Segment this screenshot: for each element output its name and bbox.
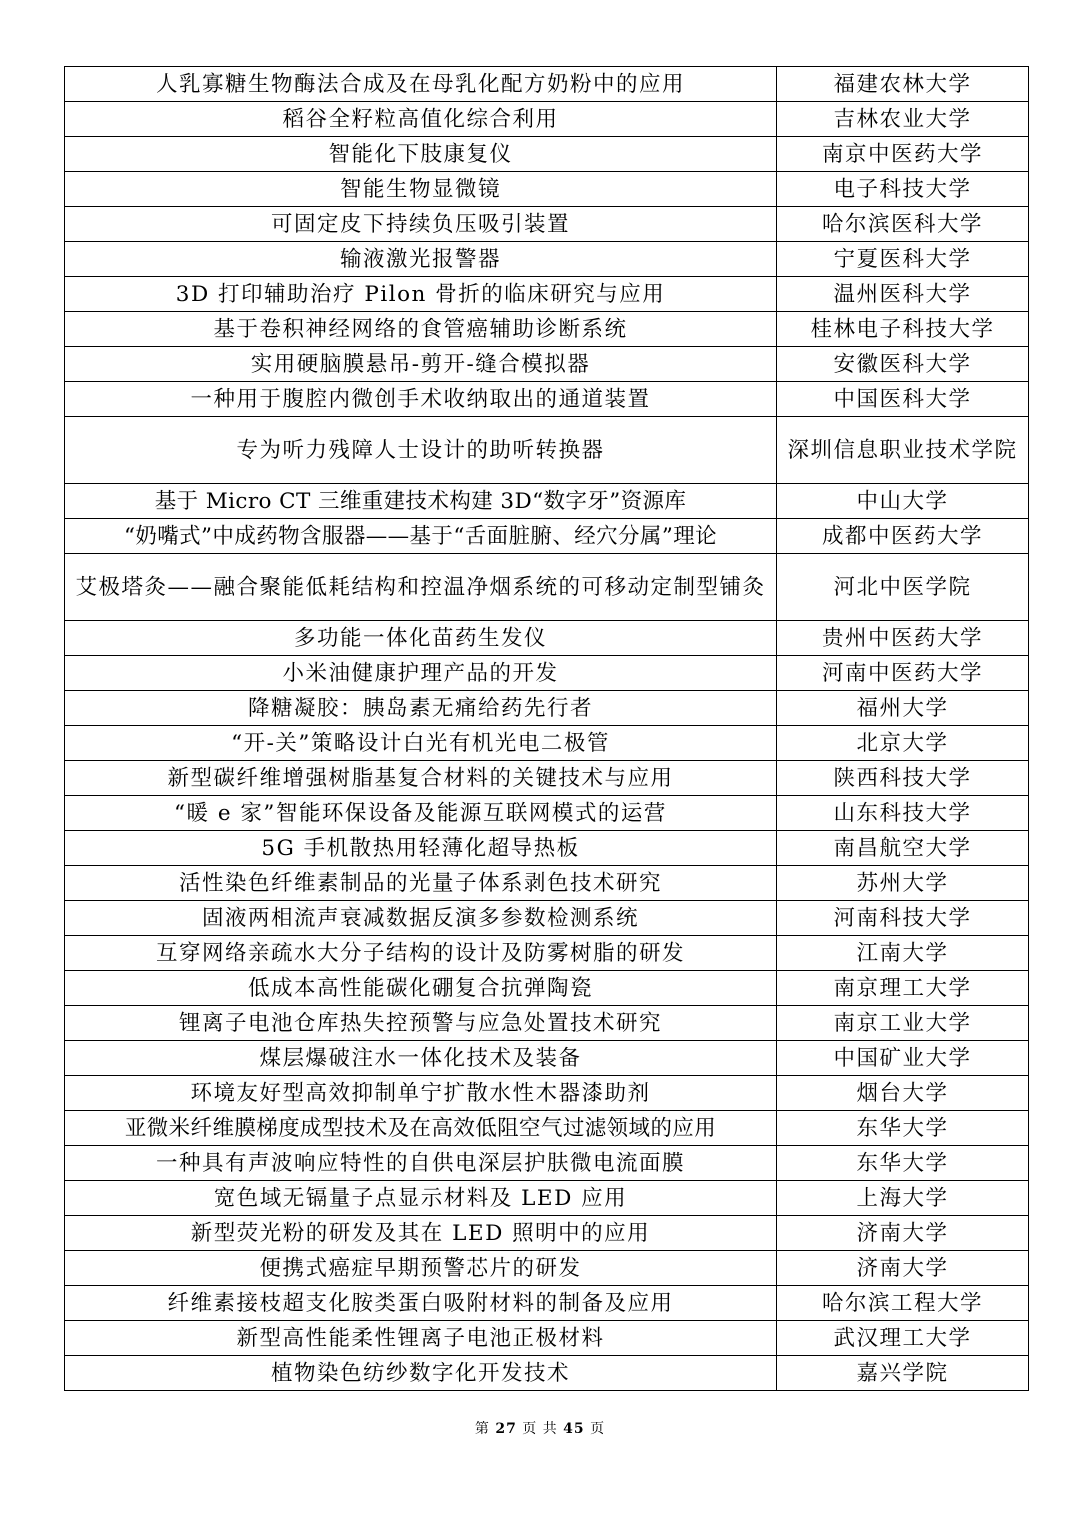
project-name-cell: “奶嘴式”中成药物含服器——基于“舌面脏腑、经穴分属”理论 [65,519,777,554]
project-name-cell: “开-关”策略设计白光有机光电二极管 [65,726,777,761]
school-cell: 河北中医学院 [777,554,1029,621]
project-name-cell: 输液激光报警器 [65,242,777,277]
table-row [65,277,1029,312]
school-cell: 南昌航空大学 [777,831,1029,866]
table-row [65,102,1029,137]
school-cell: 桂林电子科技大学 [777,312,1029,347]
project-name-cell: 低成本高性能碳化硼复合抗弹陶瓷 [65,971,777,1006]
table-row [65,1181,1029,1216]
school-cell: 安徽医科大学 [777,347,1029,382]
project-name-cell: 活性染色纤维素制品的光量子体系剥色技术研究 [65,866,777,901]
footer-middle: 页 共 [522,1421,558,1437]
project-name-cell: 基于卷积神经网络的食管癌辅助诊断系统 [65,312,777,347]
table-row [65,554,1029,621]
project-name-cell: 3D 打印辅助治疗 Pilon 骨折的临床研究与应用 [65,277,777,312]
project-name-cell: 新型碳纤维增强树脂基复合材料的关键技术与应用 [65,761,777,796]
footer-suffix: 页 [590,1421,606,1437]
table-row [65,936,1029,971]
table-row [65,1251,1029,1286]
school-cell: 深圳信息职业技术学院 [777,417,1029,484]
project-name-cell: 人乳寡糖生物酶法合成及在母乳化配方奶粉中的应用 [65,67,777,102]
school-cell: 温州医科大学 [777,277,1029,312]
school-cell: 南京中医药大学 [777,137,1029,172]
school-cell: 贵州中医药大学 [777,621,1029,656]
project-name-cell: 纤维素接枝超支化胺类蛋白吸附材料的制备及应用 [65,1286,777,1321]
table-row [65,484,1029,519]
school-cell: 吉林农业大学 [777,102,1029,137]
page-number: 27 [495,1421,517,1437]
table-row [65,1076,1029,1111]
table-row [65,866,1029,901]
table-row [65,1321,1029,1356]
project-name-cell: 便携式癌症早期预警芯片的研发 [65,1251,777,1286]
table-row [65,831,1029,866]
school-cell: 陕西科技大学 [777,761,1029,796]
school-cell: 电子科技大学 [777,172,1029,207]
school-cell: 河南中医药大学 [777,656,1029,691]
school-cell: 东华大学 [777,1146,1029,1181]
table-row [65,1041,1029,1076]
project-name-cell: 多功能一体化苗药生发仪 [65,621,777,656]
project-name-cell: 智能生物显微镜 [65,172,777,207]
total-pages: 45 [563,1421,585,1437]
table-row [65,347,1029,382]
project-name-cell: “暖 e 家”智能环保设备及能源互联网模式的运营 [65,796,777,831]
school-cell: 山东科技大学 [777,796,1029,831]
school-cell: 济南大学 [777,1251,1029,1286]
project-name-cell: 固液两相流声衰减数据反演多参数检测系统 [65,901,777,936]
table-row [65,519,1029,554]
table-row [65,1006,1029,1041]
school-cell: 中国矿业大学 [777,1041,1029,1076]
table-row [65,971,1029,1006]
school-cell: 中国医科大学 [777,382,1029,417]
project-name-cell: 专为听力残障人士设计的助听转换器 [65,417,777,484]
school-cell: 武汉理工大学 [777,1321,1029,1356]
project-name-cell: 实用硬脑膜悬吊-剪开-缝合模拟器 [65,347,777,382]
table-row [65,1216,1029,1251]
projects-table [64,66,1029,1391]
project-name-cell: 小米油健康护理产品的开发 [65,656,777,691]
table-row [65,207,1029,242]
school-cell: 苏州大学 [777,866,1029,901]
school-cell: 福建农林大学 [777,67,1029,102]
projects-table-body [65,67,1029,1391]
school-cell: 哈尔滨医科大学 [777,207,1029,242]
project-name-cell: 一种用于腹腔内微创手术收纳取出的通道装置 [65,382,777,417]
project-name-cell: 基于 Micro CT 三维重建技术构建 3D“数字牙”资源库 [65,484,777,519]
project-name-cell: 环境友好型高效抑制单宁扩散水性木器漆助剂 [65,1076,777,1111]
school-cell: 中山大学 [777,484,1029,519]
school-cell: 哈尔滨工程大学 [777,1286,1029,1321]
school-cell: 宁夏医科大学 [777,242,1029,277]
project-name-cell: 煤层爆破注水一体化技术及装备 [65,1041,777,1076]
table-row [65,761,1029,796]
project-name-cell: 可固定皮下持续负压吸引装置 [65,207,777,242]
school-cell: 东华大学 [777,1111,1029,1146]
project-name-cell: 新型荧光粉的研发及其在 LED 照明中的应用 [65,1216,777,1251]
project-name-cell: 5G 手机散热用轻薄化超导热板 [65,831,777,866]
project-name-cell: 稻谷全籽粒高值化综合利用 [65,102,777,137]
table-row [65,796,1029,831]
project-name-cell: 互穿网络亲疏水大分子结构的设计及防雾树脂的研发 [65,936,777,971]
table-row [65,172,1029,207]
school-cell: 南京工业大学 [777,1006,1029,1041]
project-name-cell: 降糖凝胶：胰岛素无痛给药先行者 [65,691,777,726]
project-name-cell: 艾极塔灸——融合聚能低耗结构和控温净烟系统的可移动定制型铺灸 [65,554,777,621]
school-cell: 济南大学 [777,1216,1029,1251]
project-name-cell: 智能化下肢康复仪 [65,137,777,172]
school-cell: 成都中医药大学 [777,519,1029,554]
table-row [65,1111,1029,1146]
school-cell: 南京理工大学 [777,971,1029,1006]
table-row [65,67,1029,102]
table-row [65,656,1029,691]
table-row [65,726,1029,761]
table-row [65,312,1029,347]
table-row [65,1286,1029,1321]
school-cell: 上海大学 [777,1181,1029,1216]
school-cell: 江南大学 [777,936,1029,971]
school-cell: 河南科技大学 [777,901,1029,936]
project-name-cell: 宽色域无镉量子点显示材料及 LED 应用 [65,1181,777,1216]
table-row [65,382,1029,417]
project-name-cell: 锂离子电池仓库热失控预警与应急处置技术研究 [65,1006,777,1041]
project-name-cell: 亚微米纤维膜梯度成型技术及在高效低阻空气过滤领域的应用 [65,1111,777,1146]
table-row [65,1146,1029,1181]
table-row [65,1356,1029,1391]
school-cell: 北京大学 [777,726,1029,761]
project-name-cell: 一种具有声波响应特性的自供电深层护肤微电流面膜 [65,1146,777,1181]
project-name-cell: 新型高性能柔性锂离子电池正极材料 [65,1321,777,1356]
school-cell: 福州大学 [777,691,1029,726]
table-row [65,691,1029,726]
table-row [65,137,1029,172]
table-row [65,901,1029,936]
school-cell: 嘉兴学院 [777,1356,1029,1391]
table-row [65,242,1029,277]
project-name-cell: 植物染色纺纱数字化开发技术 [65,1356,777,1391]
school-cell: 烟台大学 [777,1076,1029,1111]
footer-prefix: 第 [474,1421,490,1437]
table-row [65,621,1029,656]
table-row [65,417,1029,484]
page-footer [0,1418,1080,1438]
